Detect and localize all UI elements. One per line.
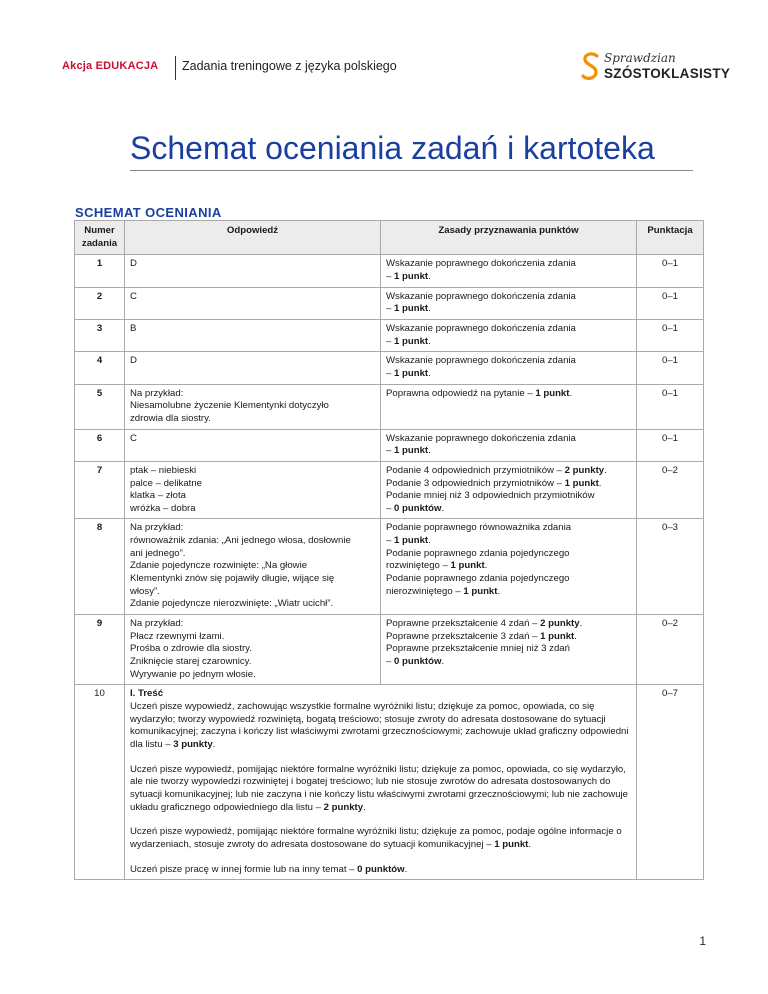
task10-p4: Uczeń pisze pracę w innej formie lub na inny temat – 0 punktów.	[130, 863, 408, 875]
rule-line: Wskazanie poprawnego dokończenia zdania – 1 punkt.	[386, 432, 576, 457]
table-row	[75, 255, 704, 287]
task-points: 0–1	[637, 319, 704, 351]
answer-line: wróżka – dobra	[130, 502, 196, 514]
rules-cell	[381, 319, 637, 351]
task10-p2: Uczeń pisze wypowiedź, pomijając niektóre formalne wyróżniki listu; dziękuje za pomoc, opowiada, co się wydarzyło, ale nie tworzy wypowiedzi rozwiniętej i bogatej treściowo; lub nie stosuje zwrotów do adresata dostosowanych do sytuacji komunikacyjnej; lub nie zaczyna i nie kończy listu właściwymi zwrotami grzecznościowymi; lub nie zachowuje układu graficznego odpowiedniego dla listu – 2 punkty.	[130, 763, 628, 813]
rules-cell	[381, 519, 637, 615]
answer-line: C	[130, 290, 137, 302]
rules-cell	[381, 615, 637, 685]
table-row	[75, 615, 704, 685]
rule-line: Poprawne przekształcenie 3 zdań – 1 punkt.	[386, 630, 577, 642]
answer-line: palce – delikatne	[130, 477, 203, 489]
table-row	[75, 352, 704, 384]
task-number: 5	[75, 384, 125, 429]
answer-line: B	[130, 322, 137, 334]
brand-label: Akcja EDUKACJA	[62, 60, 159, 72]
task-points: 0–3	[637, 519, 704, 615]
task-number: 6	[75, 429, 125, 461]
answer-cell	[125, 615, 381, 685]
rule-line: Podanie 3 odpowiednich przymiotników – 1 punkt.	[386, 477, 602, 489]
section-title: SCHEMAT OCENIANIA	[75, 205, 222, 220]
task10-rules	[125, 685, 637, 880]
answer-cell	[125, 384, 381, 429]
table-row	[75, 519, 704, 615]
answer-line: Zniknięcie starej czarownicy.	[130, 656, 252, 668]
rules-cell	[381, 255, 637, 287]
answer-line: Prośba o zdrowie dla siostry.	[130, 643, 252, 655]
header-title: Zadania treningowe z języka polskiego	[182, 59, 397, 73]
rule-line: Wskazanie poprawnego dokończenia zdania – 1 punkt.	[386, 355, 576, 379]
answer-cell	[125, 319, 381, 351]
answer-cell	[125, 429, 381, 461]
task10-p1: Uczeń pisze wypowiedź, zachowując wszystkie formalne wyróżniki listu; dziękuje za pomoc, opowiada, co się wydarzyło; tworzy wypowiedź rozwiniętą, bogatą treściowo; stosuje zwroty do adresata dostosowane do sytuacji komunikacyjnej; zaczyna i kończy list właściwymi zwrotami grzecznościowymi; zachowuje układ graficzny odpowiedni dla listu – 3 punkty.	[130, 701, 629, 750]
answer-line: Na przykład:	[130, 618, 184, 630]
table-row	[75, 384, 704, 429]
header-divider	[175, 56, 176, 80]
rule-line: Wskazanie poprawnego dokończenia zdania – 1 punkt.	[386, 290, 576, 315]
rules-cell	[381, 287, 637, 319]
page-header	[62, 48, 731, 88]
task-points: 0–7	[637, 685, 704, 880]
rules-cell	[381, 352, 637, 384]
task-points: 0–1	[637, 352, 704, 384]
answer-line: Zdanie pojedyncze nierozwinięte: „Wiatr ucichł”.	[130, 598, 334, 610]
rule-line: Wskazanie poprawnego dokończenia zdania – 1 punkt.	[386, 258, 576, 282]
task10-p3: Uczeń pisze wypowiedź, pomijając niektóre formalne wyróżniki listu; dziękuje za pomoc, podaje ogólne informacje o wydarzeniach, stosuje zwroty do adresata dostosowane do sytuacji komunikacyjnej – 1 punkt.	[130, 826, 622, 850]
answer-line: C	[130, 432, 137, 444]
task-number: 9	[75, 615, 125, 685]
task-points: 0–2	[637, 615, 704, 685]
task10-heading: I. Treść	[130, 688, 164, 700]
answer-line: D	[130, 258, 137, 270]
table-row	[75, 319, 704, 351]
header-points: Punktacja	[637, 221, 704, 255]
answer-line: Płacz rzewnymi łzami.	[130, 630, 225, 642]
table-row-task-10	[75, 685, 704, 880]
page-title: Schemat oceniania zadań i kartoteka	[130, 130, 655, 166]
task-points: 0–1	[637, 255, 704, 287]
answer-line: Zdanie pojedyncze rozwinięte: „Na głowie	[130, 560, 308, 572]
rule-line: Podanie poprawnego równoważnika zdania – 1 punkt.	[386, 522, 572, 547]
task-number: 2	[75, 287, 125, 319]
rules-cell	[381, 461, 637, 519]
table-row	[75, 461, 704, 519]
answer-line: równoważnik zdania: „Ani jednego włosa, dosłownie	[130, 535, 351, 547]
answer-line: Na przykład:	[130, 387, 184, 399]
logo-bottom-text: SZÓSTOKLASISTY	[604, 66, 731, 81]
logo-top-text: Sprawdzian	[604, 51, 676, 65]
title-rule	[130, 170, 693, 171]
task-number: 10	[75, 685, 125, 880]
answer-line: Klementynki znów się pojawiły długie, wijące się	[130, 573, 335, 585]
scoring-table	[74, 220, 704, 880]
answer-line: D	[130, 355, 137, 367]
task-number: 3	[75, 319, 125, 351]
answer-line: Na przykład:	[130, 522, 184, 534]
rule-line: Poprawne przekształcenie 4 zdań – 2 punkty.	[386, 618, 583, 630]
header-rules: Zasady przyznawania punktów	[381, 221, 637, 255]
answer-cell	[125, 352, 381, 384]
task-points: 0–1	[637, 384, 704, 429]
rule-line: Poprawne przekształcenie mniej niż 3 zdań – 0 punktów.	[386, 643, 570, 668]
header-num: Numer zadania	[75, 221, 125, 255]
table-body	[75, 255, 704, 880]
rule-line: Podanie poprawnego zdania pojedynczego rozwiniętego – 1 punkt.	[386, 547, 570, 572]
answer-line: klatka – złota	[130, 490, 186, 502]
answer-line: włosy”.	[130, 585, 160, 597]
logo-s-icon	[580, 51, 602, 83]
header-answer: Odpowiedź	[125, 221, 381, 255]
answer-line: Niesamolubne życzenie Klementynki dotyczyło	[130, 400, 329, 412]
table-header-row	[75, 221, 704, 255]
task-number: 1	[75, 255, 125, 287]
task-number: 7	[75, 461, 125, 519]
rules-cell	[381, 429, 637, 461]
task-points: 0–1	[637, 287, 704, 319]
logo	[580, 48, 731, 88]
answer-line: ani jednego”.	[130, 547, 186, 559]
answer-line: Wyrywanie po jednym włosie.	[130, 668, 256, 680]
page-number: 1	[699, 934, 706, 948]
answer-line: ptak – niebieski	[130, 464, 197, 476]
task-number: 4	[75, 352, 125, 384]
rule-line: Podanie mniej niż 3 odpowiednich przymiotników – 0 punktów.	[386, 490, 595, 514]
task-points: 0–1	[637, 429, 704, 461]
rule-line: Wskazanie poprawnego dokończenia zdania – 1 punkt.	[386, 322, 576, 347]
task-points: 0–2	[637, 461, 704, 519]
task-number: 8	[75, 519, 125, 615]
answer-cell	[125, 255, 381, 287]
table-row	[75, 429, 704, 461]
rule-line: Poprawna odpowiedź na pytanie – 1 punkt.	[386, 387, 573, 399]
answer-cell	[125, 461, 381, 519]
answer-cell	[125, 287, 381, 319]
answer-cell	[125, 519, 381, 615]
table-row	[75, 287, 704, 319]
answer-line: zdrowia dla siostry.	[130, 412, 211, 424]
rule-line: Podanie 4 odpowiednich przymiotników – 2 punkty.	[386, 464, 607, 476]
rule-line: Podanie poprawnego zdania pojedynczego nierozwiniętego – 1 punkt.	[386, 573, 570, 597]
rules-cell	[381, 384, 637, 429]
